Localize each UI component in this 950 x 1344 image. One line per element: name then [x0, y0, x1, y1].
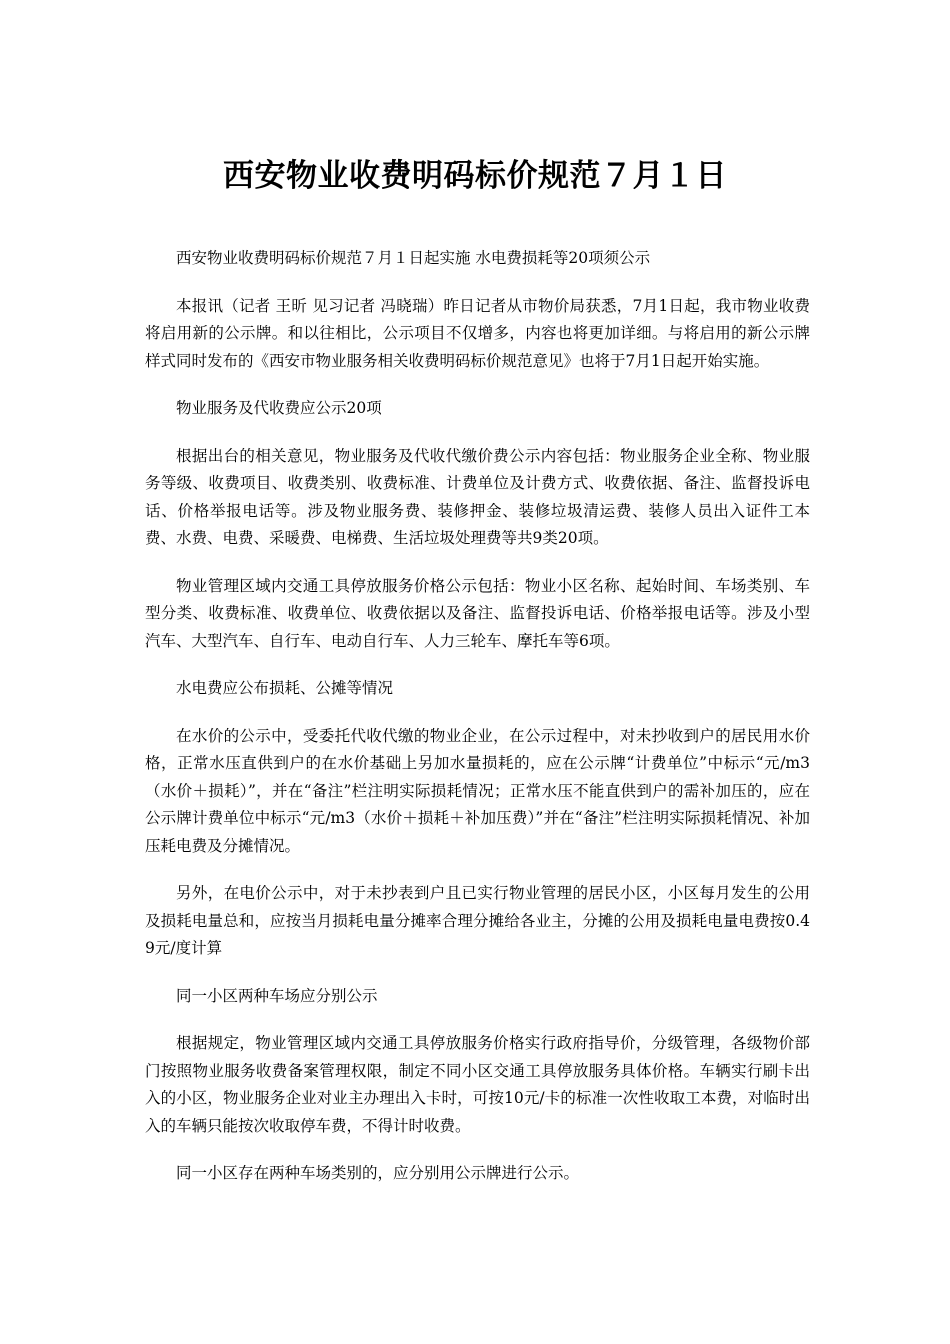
paragraph-parking-display: 同一小区存在两种车场类别的，应分别用公示牌进行公示。: [176, 1164, 580, 1182]
paragraph-fee-items: 根据出台的相关意见，物业服务及代收代缴价费公示内容包括：物业服务企业全称、物业服务等级、收费项目、收费类别、收费标准、计费单位及计费方式、收费依据、备注、监督投诉电话、价格举报电话等。涉及物业服务费、装修押金、装修垃圾清运费、装修人员出入证件工本费、水费、电费、采暖费、电梯费、生活垃圾处理费等共9类20项。: [145, 446, 810, 547]
subheadline: 西安物业收费明码标价规范７月１日起实施 水电费损耗等20项须公示: [176, 249, 651, 267]
section-heading-utilities: 水电费应公布损耗、公摊等情况: [176, 679, 394, 697]
paragraph-electricity-price: 另外，在电价公示中，对于未抄表到户且已实行物业管理的居民小区，小区每月发生的公用及损耗电量总和，应按当月损耗电量分摊率合理分摊给各业主，分摊的公用及损耗电量电费按0.49元/度计算: [145, 884, 810, 957]
paragraph-parking-rules: 根据规定，物业管理区域内交通工具停放服务价格实行政府指导价，分级管理，各级物价部门按照物业服务收费备案管理权限，制定不同小区交通工具停放服务具体价格。车辆实行刷卡出入的小区，物业服务企业对业主办理出入卡时，可按10元/卡的标准一次性收取工本费，对临时出入的车辆只能按次收取停车费，不得计时收费。: [145, 1034, 810, 1135]
paragraph-water-price: 在水价的公示中，受委托代收代缴的物业企业，在公示过程中，对未抄收到户的居民用水价格，正常水压直供到户的在水价基础上另加水量损耗的，应在公示牌“计费单位”中标示“元/m3（水价＋损耗）”，并在“备注”栏注明实际损耗情况；正常水压不能直供到户的需补加压的，应在公示牌计费单位中标示“元/m3（水价＋损耗＋补加压费）”并在“备注”栏注明实际损耗情况、补加压耗电费及分摊情况。: [145, 726, 810, 855]
paragraph-intro: 本报讯（记者 王昕 见习记者 冯晓瑞）昨日记者从市物价局获悉，7月1日起，我市物业收费将启用新的公示牌。和以往相比，公示项目不仅增多，内容也将更加详细。与将启用的新公示牌样式同时发布的《西安市物业服务相关收费明码标价规范意见》也将于7月1日起开始实施。: [145, 296, 810, 370]
document-title: 西安物业收费明码标价规范７月１日: [223, 158, 727, 194]
paragraph-parking-items: 物业管理区域内交通工具停放服务价格公示包括：物业小区名称、起始时间、车场类别、车型分类、收费标准、收费单位、收费依据以及备注、监督投诉电话、价格举报电话等。涉及小型汽车、大型汽车、自行车、电动自行车、人力三轮车、摩托车等6项。: [145, 576, 810, 650]
section-heading-property-fees: 物业服务及代收费应公示20项: [176, 399, 382, 417]
article-body: [145, 245, 810, 1208]
section-heading-parking: 同一小区两种车场应分别公示: [176, 986, 378, 1005]
